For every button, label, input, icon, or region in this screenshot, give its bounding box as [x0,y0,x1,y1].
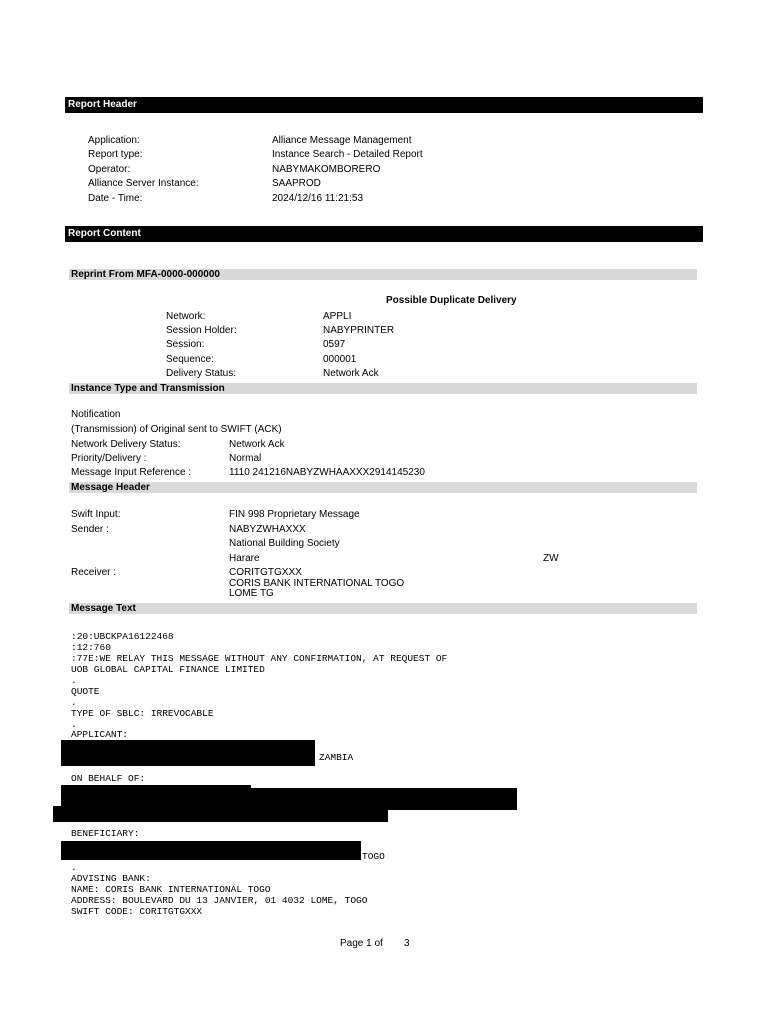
duplicate-title: Possible Duplicate Delivery [386,295,517,306]
message-line: APPLICANT: [71,729,129,740]
delivery-value: NABYPRINTER [323,325,395,336]
delivery-label: Network: [166,311,206,322]
swift-input-label: Swift Input: [71,509,121,520]
receiver-name: CORIS BANK INTERNATIONAL TOGO [229,578,405,589]
swift-input-value: FIN 998 Proprietary Message [229,509,360,520]
message-line: SWIFT CODE: CORITGTGXXX [71,906,203,917]
redaction-block [53,806,388,822]
delivery-value: 000001 [323,354,357,365]
applicant-country: ZAMBIA [319,752,354,763]
sender-country: ZW [543,553,559,564]
header-value: SAAPROD [272,178,321,189]
receiver-city: LOME TG [229,588,274,599]
delivery-value: Network Ack [323,368,379,379]
message-line: TYPE OF SBLC: IRREVOCABLE [71,708,214,719]
header-value: Instance Search - Detailed Report [272,149,423,160]
delivery-label: Delivery Status: [166,368,237,379]
beneficiary-country: TOGO [362,851,385,862]
message-line: ADVISING BANK: [71,873,151,884]
delivery-label: Session: [166,339,205,350]
message-line: :20:UBCKPA16122468 [71,631,174,642]
header-label: Report type: [88,149,143,160]
message-line: QUOTE [71,686,100,697]
instance-bar: Instance Type and Transmission [69,383,697,394]
message-line: . [71,675,77,686]
sender-city: Harare [229,553,260,564]
header-value: Alliance Message Management [272,135,412,146]
message-text-bar: Message Text [69,603,697,614]
instance-value: 1110 241216NABYZWHAAXXX2914145230 [229,467,425,478]
header-value: NABYMAKOMBORERO [272,164,381,175]
header-value: 2024/12/16 11:21:53 [272,193,364,204]
header-label: Date - Time: [88,193,143,204]
sender-bic: NABYZWHAXXX [229,524,306,535]
reprint-bar: Reprint From MFA-0000-000000 [69,269,697,280]
message-line: . [71,719,77,730]
message-line: UOB GLOBAL CAPITAL FINANCE LIMITED [71,664,265,675]
message-header-bar: Message Header [69,482,697,493]
message-line: . [71,697,77,708]
message-line: NAME: CORIS BANK INTERNATIONAL TOGO [71,884,271,895]
delivery-value: 0597 [323,339,346,350]
sender-label: Sender : [71,524,109,535]
on-behalf-of-label: ON BEHALF OF: [71,773,146,784]
message-line: ADDRESS: BOULEVARD DU 13 JANVIER, 01 4032 LOME, TOGO [71,895,368,906]
instance-label: Message Input Reference : [71,467,192,478]
instance-line: Notification [71,409,121,420]
report-header-bar: Report Header [65,97,703,113]
page-label: Page 1 of [340,938,383,949]
header-label: Application: [88,135,140,146]
message-line: . [71,862,77,873]
message-line: :77E:WE RELAY THIS MESSAGE WITHOUT ANY CONFIRMATION, AT REQUEST OF [71,653,448,664]
message-line: :12:760 [71,642,111,653]
page-total: 3 [404,938,410,949]
delivery-label: Session Holder: [166,325,237,336]
receiver-bic: CORITGTGXXX [229,567,302,578]
redaction-block [61,740,315,766]
redaction-block [61,841,361,860]
instance-line: (Transmission) of Original sent to SWIFT (ACK) [71,424,282,435]
beneficiary-label: BENEFICIARY: [71,828,140,839]
header-label: Alliance Server Instance: [88,178,199,189]
header-label: Operator: [88,164,131,175]
instance-label: Network Delivery Status: [71,439,181,450]
sender-name: National Building Society [229,538,340,549]
report-content-bar: Report Content [65,226,703,242]
instance-label: Priority/Delivery : [71,453,147,464]
instance-value: Normal [229,453,262,464]
instance-value: Network Ack [229,439,285,450]
delivery-value: APPLI [323,311,352,322]
receiver-label: Receiver : [71,567,117,578]
delivery-label: Sequence: [166,354,214,365]
